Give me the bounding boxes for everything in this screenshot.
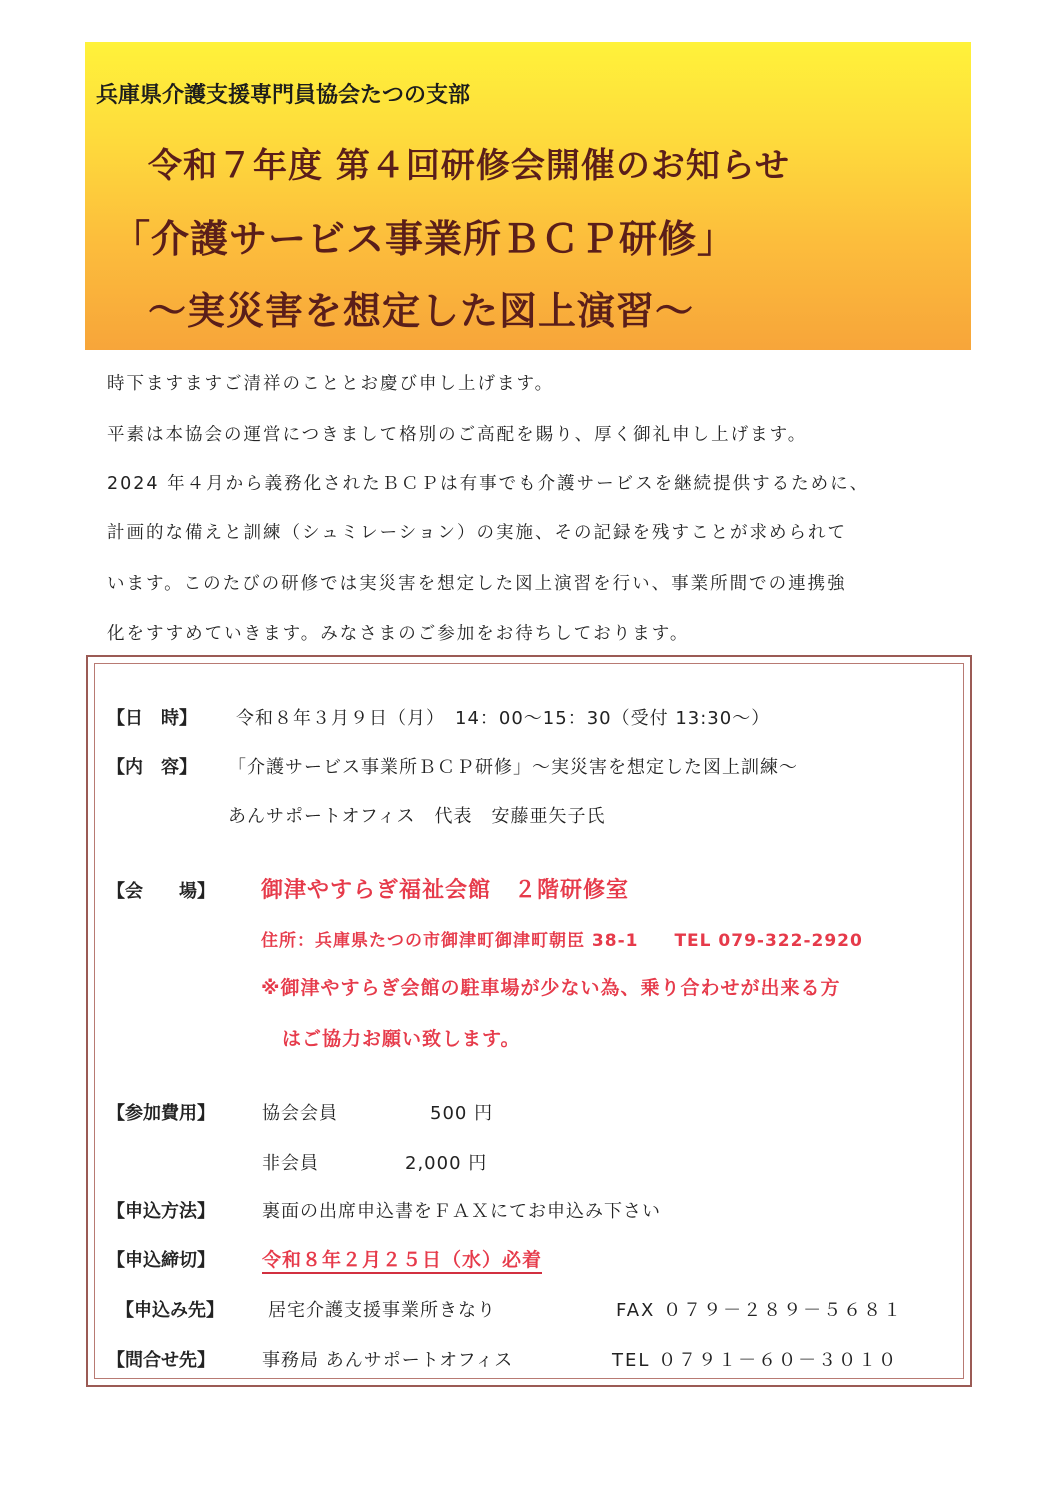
inquiry-name: 事務局 あんサポートオフィス [262, 1350, 514, 1371]
intro-line: 化をすすめていきます。みなさまのご参加をお待ちしております。 [107, 624, 690, 644]
deadline-label: 【申込締切】 [107, 1250, 215, 1271]
fee-member-value: 500 円 [430, 1103, 494, 1124]
intro-line: 平素は本協会の運営につきまして格別のご高配を賜り、厚く御礼申し上げます。 [107, 425, 808, 445]
datetime-label: 【日 時】 [107, 708, 197, 729]
fee-nonmember-value: 2,000 円 [405, 1153, 488, 1174]
apply-to-fax: FAX ０７９－２８９－５６８１ [616, 1300, 904, 1321]
intro-line: います。このたびの研修では実災害を想定した図上演習を行い、事業所間での連携強 [107, 574, 847, 594]
venue-name: 御津やすらぎ福祉会館 ２階研修室 [261, 878, 630, 903]
lecturer: あんサポートオフィス 代表 安藤亜矢子氏 [228, 806, 606, 827]
datetime-value: 令和８年３月９日（月） 14：00～15：30（受付 13:30～） [236, 708, 771, 729]
apply-to-name: 居宅介護支援事業所きなり [268, 1300, 496, 1321]
inquiry-label: 【問合せ先】 [107, 1350, 215, 1371]
method-value: 裏面の出席申込書をＦＡＸにてお申込み下さい [262, 1201, 661, 1222]
parking-note-continued: はご協力お願い致します。 [282, 1028, 521, 1050]
content-value: 「介護サービス事業所ＢＣＰ研修」～実災害を想定した図上訓練～ [228, 757, 798, 778]
venue-label: 【会 場】 [107, 881, 215, 902]
inquiry-tel: TEL ０７９１－６０－３０１０ [612, 1350, 899, 1371]
intro-line: 2024 年４月から義務化されたＢＣＰは有事でも介護サービスを継続提供するために、 [107, 474, 870, 494]
apply-to-label: 【申込み先】 [116, 1300, 224, 1321]
intro-line: 計画的な備えと訓練（シュミレーション）の実施、その記録を残すことが求められて [107, 523, 847, 543]
training-subtitle: ～実災害を想定した図上演習～ [148, 289, 695, 333]
training-title: 「介護サービス事業所ＢＣＰ研修」 [112, 217, 737, 261]
content-label: 【内 容】 [107, 757, 197, 778]
fee-member-label: 協会会員 [262, 1103, 338, 1124]
organization-name: 兵庫県介護支援専門員協会たつの支部 [96, 83, 471, 108]
method-label: 【申込方法】 [107, 1201, 215, 1222]
parking-note: ※御津やすらぎ会館の駐車場が少ない為、乗り合わせが出来る方 [261, 977, 841, 999]
deadline-value: 令和８年２月２５日（水）必着 [262, 1245, 542, 1274]
venue-address: 住所：兵庫県たつの市御津町御津町朝臣 38-1 TEL 079-322-2920 [261, 931, 863, 951]
fee-label: 【参加費用】 [107, 1103, 215, 1124]
intro-line: 時下ますますご清祥のこととお慶び申し上げます。 [107, 374, 555, 394]
fee-nonmember-label: 非会員 [262, 1153, 319, 1174]
notice-title: 令和７年度 第４回研修会開催のお知らせ [148, 146, 790, 186]
